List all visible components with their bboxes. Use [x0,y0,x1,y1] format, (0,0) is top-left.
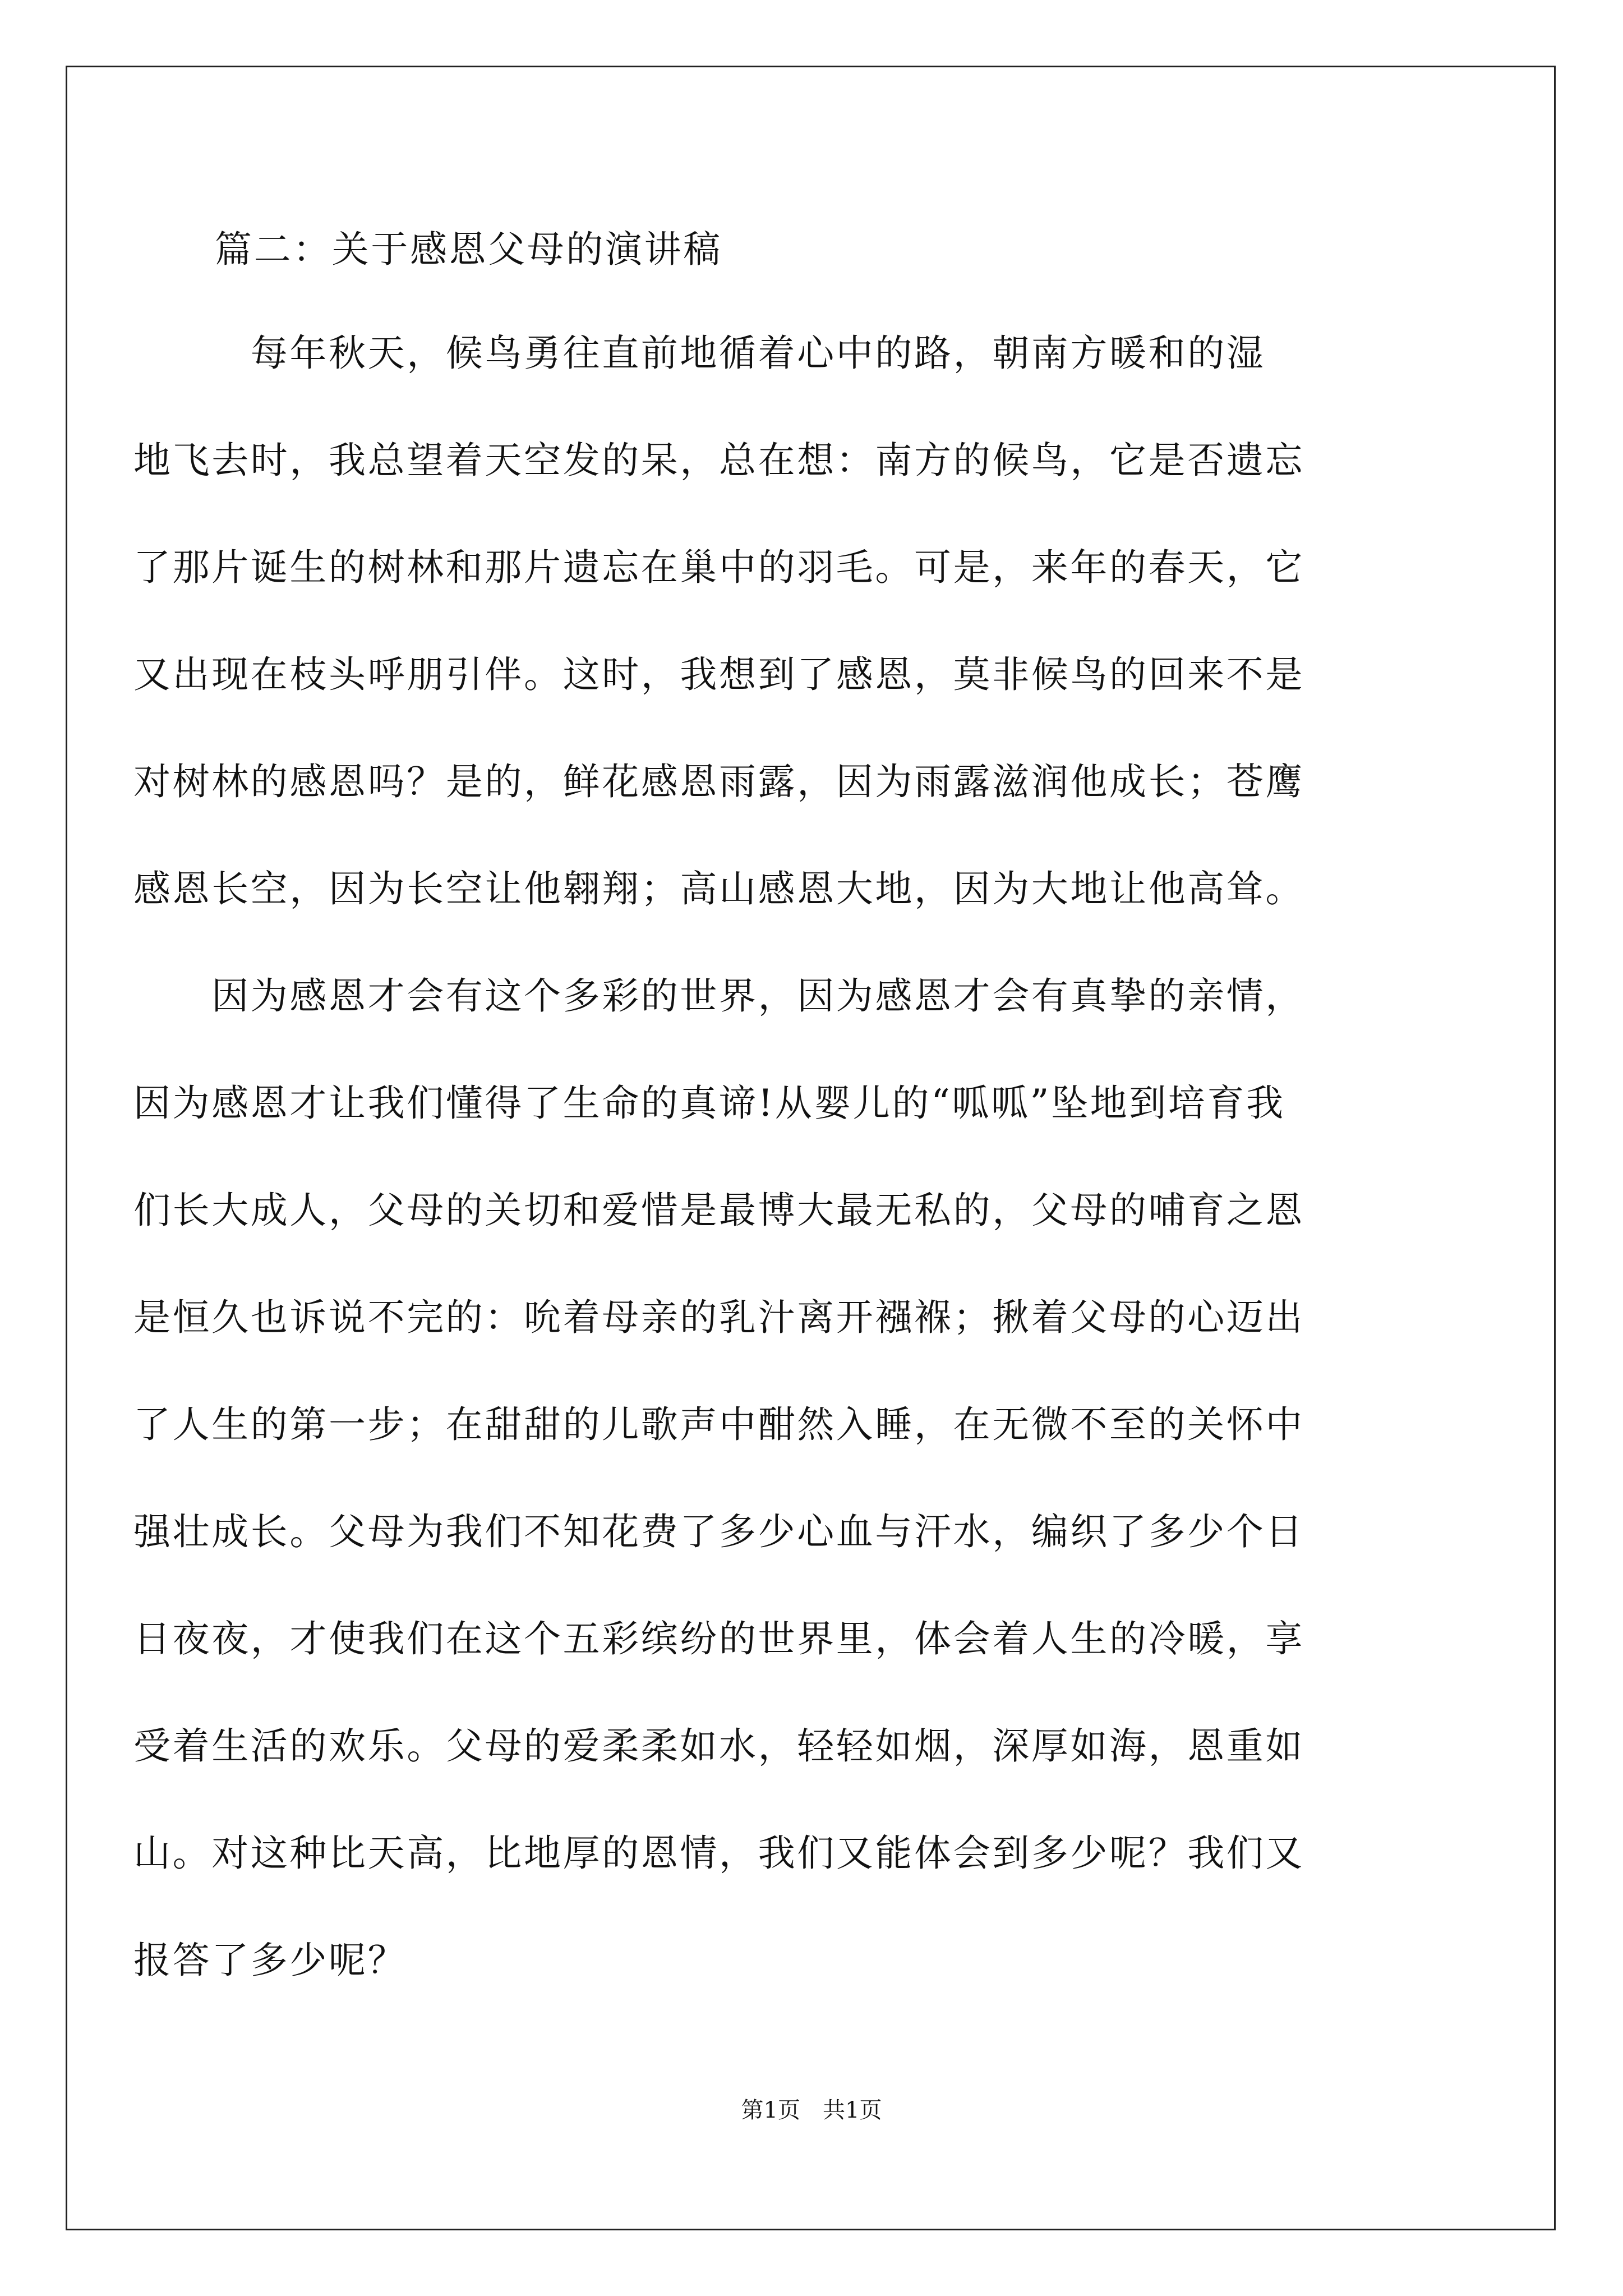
body-line: 强壮成长。父母为我们不知花费了多少心血与汗水，编织了多少个日 [133,1510,1304,1553]
body-line: 感恩长空，因为长空让他翱翔；高山感恩大地，因为大地让他高耸。 [133,867,1304,910]
page-border [66,66,1556,2230]
body-line: 了那片诞生的树林和那片遗忘在巢中的羽毛。可是，来年的春天，它 [133,546,1304,589]
body-line: 日夜夜，才使我们在这个五彩缤纷的世界里，体会着人生的冷暖，享 [133,1617,1304,1660]
body-line: 山。对这种比天高，比地厚的恩情，我们又能体会到多少呢？我们又 [133,1832,1304,1875]
document-title: 篇二：关于感恩父母的演讲稿 [215,228,722,271]
body-line: 了人生的第一步；在甜甜的儿歌声中酣然入睡，在无微不至的关怀中 [133,1403,1304,1446]
body-line: 报答了多少呢？ [133,1939,407,1982]
body-line: 是恒久也诉说不完的：吮着母亲的乳汁离开襁褓；揪着父母的心迈出 [133,1296,1304,1339]
body-line: 地飞去时，我总望着天空发的呆，总在想：南方的候鸟，它是否遗忘 [133,439,1304,482]
body-line: 因为感恩才会有这个多彩的世界，因为感恩才会有真挚的亲情， [133,974,1304,1018]
page-number-footer: 第1页 共1页 [741,2097,882,2123]
body-line: 因为感恩才让我们懂得了生命的真谛!从婴儿的“呱呱”坠地到培育我 [133,1082,1285,1125]
body-line: 每年秋天，候鸟勇往直前地循着心中的路，朝南方暖和的湿 [133,332,1266,375]
body-line: 对树林的感恩吗？是的，鲜花感恩雨露，因为雨露滋润他成长；苍鹰 [133,760,1304,803]
body-line: 又出现在枝头呼朋引伴。这时，我想到了感恩，莫非候鸟的回来不是 [133,653,1304,696]
body-line: 们长大成人，父母的关切和爱惜是最博大最无私的，父母的哺育之恩 [133,1189,1304,1232]
body-line: 受着生活的欢乐。父母的爱柔柔如水，轻轻如烟，深厚如海，恩重如 [133,1724,1304,1768]
